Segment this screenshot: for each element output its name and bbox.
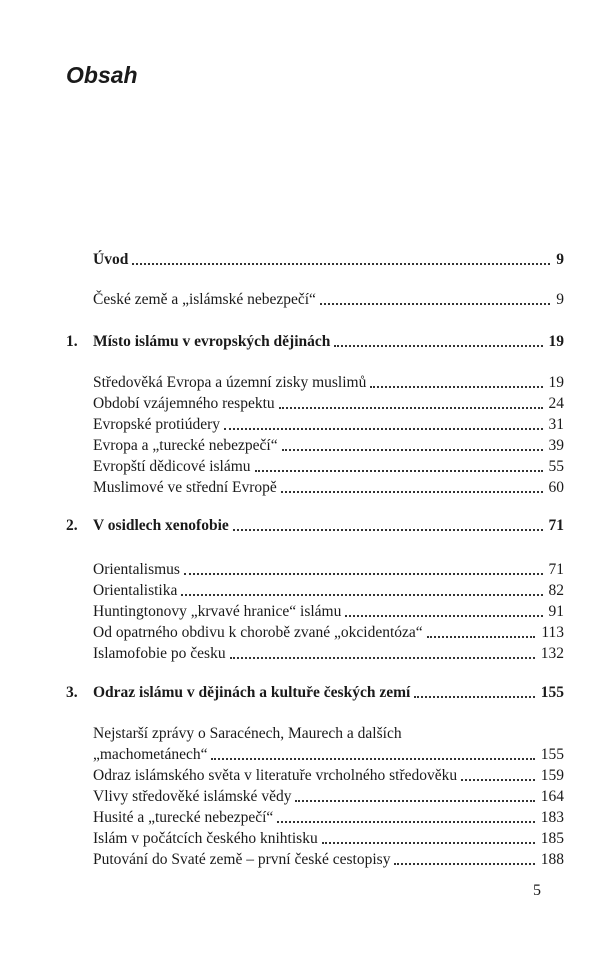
toc-subentry (93, 644, 564, 664)
toc-subentry (93, 829, 564, 849)
dot-leader (233, 529, 543, 531)
dot-leader (414, 696, 534, 698)
dot-leader (295, 800, 534, 802)
toc-entry-title: Období vzájemného respektu (93, 395, 275, 412)
toc-subentry (93, 560, 564, 580)
toc-page-number: 185 (540, 830, 564, 847)
toc-chapter-entry (66, 332, 564, 352)
toc-subentry (93, 787, 564, 807)
toc-entry-title: Evropské protiúdery (93, 416, 220, 433)
toc-subentry (93, 850, 564, 870)
toc-subentry (93, 373, 564, 393)
toc-entry-title: Odraz islámského světa v literatuře vrcholného středověku (93, 767, 458, 784)
toc-entry-title: Vlivy středověké islámské vědy (93, 788, 292, 805)
toc-page-number: 19 (548, 374, 564, 391)
dot-leader (461, 779, 535, 781)
dot-leader (322, 842, 535, 844)
toc-entry-title: Muslimové ve střední Evropě (93, 479, 277, 496)
dot-leader (224, 428, 543, 430)
toc-entry-title: V osidlech xenofobie (93, 517, 229, 534)
toc-page-number: 9 (556, 251, 564, 268)
toc-entry-title: Místo islámu v evropských dějinách (93, 333, 331, 350)
toc-page-number: 55 (548, 458, 564, 475)
toc-entry-title: Nejstarší zprávy o Saracénech, Maurech a dalších (93, 725, 402, 742)
toc-subentry (93, 581, 564, 601)
toc-chapter-entry (66, 683, 564, 703)
toc-page-number: 113 (541, 624, 564, 641)
dot-leader (345, 615, 542, 617)
toc-page-number: 71 (548, 517, 564, 534)
toc-subentry (93, 623, 564, 643)
toc-entry-title: Putování do Svaté země – první české cestopisy (93, 851, 391, 868)
toc-subentry (93, 602, 564, 622)
toc-page-number: 91 (548, 603, 564, 620)
dot-leader (427, 636, 536, 638)
page-title: Obsah (66, 62, 138, 88)
toc-entry-title: Středověká Evropa a územní zisky muslimů (93, 374, 367, 391)
toc-page-number: 19 (548, 333, 564, 350)
toc-page-number: 60 (548, 479, 564, 496)
toc-subentry (93, 394, 564, 414)
toc-entry-title: Islám v počátcích českého knihtisku (93, 830, 318, 847)
toc-page-number: 31 (548, 416, 564, 433)
toc-page-number: 159 (540, 767, 564, 784)
dot-leader (132, 263, 550, 265)
toc-page-number: 9 (556, 291, 564, 308)
toc-entry-title: České země a „islámské nebezpečí“ (93, 291, 316, 308)
toc-page-number: 71 (548, 561, 564, 578)
toc-page-number: 155 (540, 746, 564, 763)
toc-page-number: 164 (540, 788, 564, 805)
toc-entry-title: Orientalistika (93, 582, 178, 599)
dot-leader (255, 470, 543, 472)
chapter-number: 2. (66, 517, 78, 534)
toc-entry-title: Huntingtonovy „krvavé hranice“ islámu (93, 603, 342, 620)
toc-entry-title: Evropa a „turecké nebezpečí“ (93, 437, 278, 454)
toc-chapter-entry (66, 250, 564, 270)
chapter-number: 3. (66, 684, 78, 701)
dot-leader (370, 386, 542, 388)
dot-leader (282, 449, 543, 451)
toc-entry-title: Úvod (93, 251, 129, 268)
toc-entry-title: Husité a „turecké nebezpečí“ (93, 809, 274, 826)
chapter-number: 1. (66, 333, 78, 350)
toc-entry-title: Odraz islámu v dějinách a kultuře českých zemí (93, 684, 411, 701)
dot-leader (320, 303, 550, 305)
toc-page-number: 39 (548, 437, 564, 454)
toc-chapter-entry (66, 516, 564, 536)
dot-leader (281, 491, 543, 493)
toc-entry-title: Od opatrného obdivu k chorobě zvané „okcidentóza“ (93, 624, 423, 641)
dot-leader (334, 345, 542, 347)
toc-subentry (93, 415, 564, 435)
toc-entry-title: „machometánech“ (93, 746, 208, 763)
toc-subentry (93, 478, 564, 498)
toc-subentry (93, 290, 564, 310)
toc-page-number: 155 (540, 684, 564, 701)
toc-subentry (93, 766, 564, 786)
toc-entry-title: Islamofobie po česku (93, 645, 226, 662)
toc-subentry (93, 808, 564, 828)
toc-page-number: 82 (548, 582, 564, 599)
toc-page-number: 24 (548, 395, 564, 412)
toc-page-number: 188 (540, 851, 564, 868)
toc-entry-title: Orientalismus (93, 561, 180, 578)
toc-page-number: 183 (540, 809, 564, 826)
dot-leader (230, 657, 535, 659)
dot-leader (394, 863, 534, 865)
dot-leader (181, 594, 542, 596)
toc-subentry (93, 436, 564, 456)
dot-leader (277, 821, 534, 823)
toc-subentry (93, 457, 564, 477)
page-number: 5 (533, 882, 541, 899)
toc-entry-title: Evropští dědicové islámu (93, 458, 251, 475)
toc-page-number: 132 (540, 645, 564, 662)
toc-subentry (93, 745, 564, 765)
dot-leader (211, 758, 534, 760)
dot-leader (184, 573, 543, 575)
dot-leader (279, 407, 543, 409)
